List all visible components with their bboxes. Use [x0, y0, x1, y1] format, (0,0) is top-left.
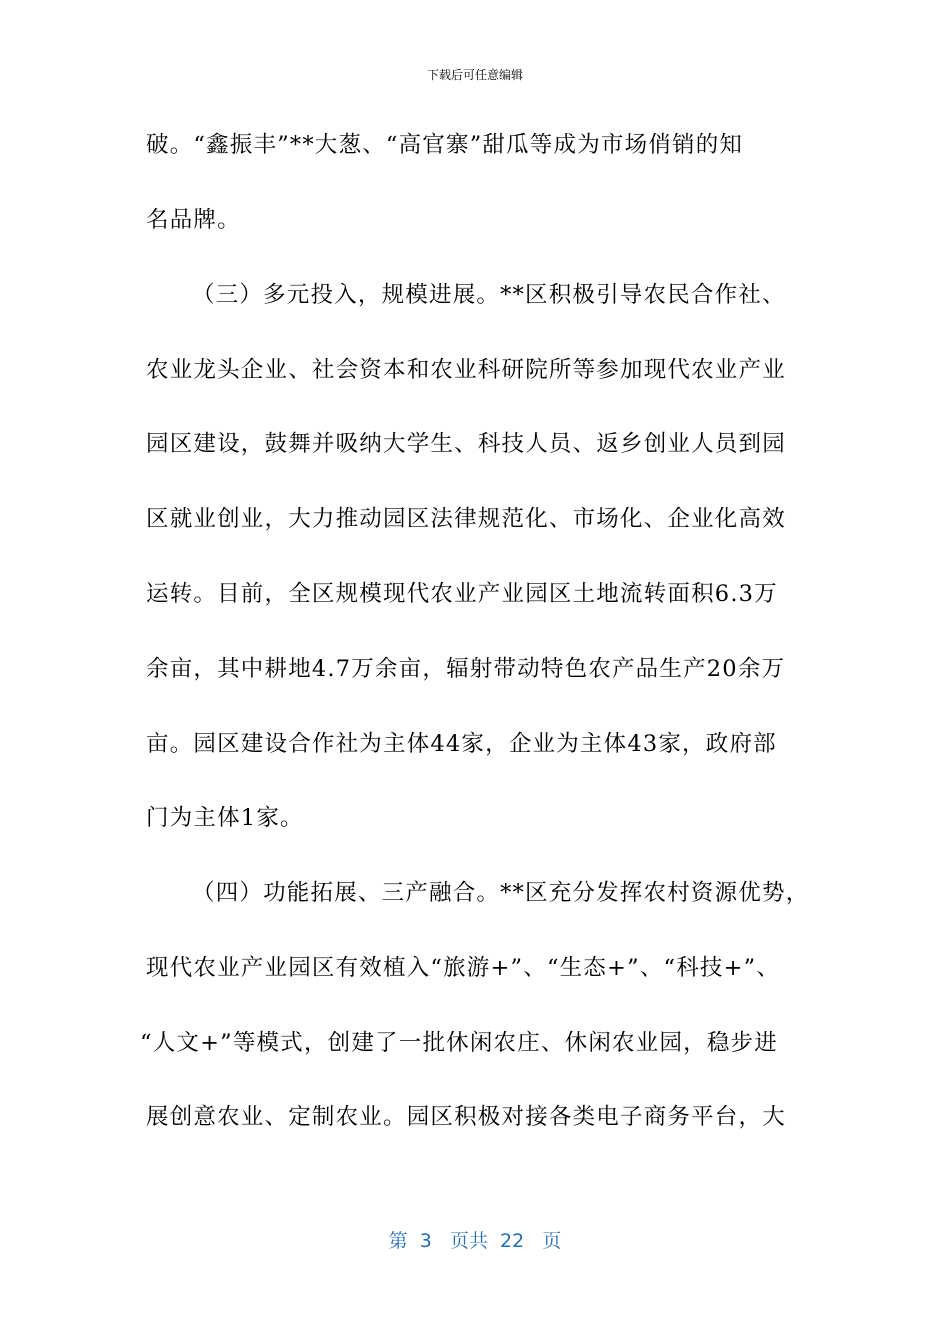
page-footer	[0, 1226, 950, 1253]
footer-middle: 页共	[449, 1230, 488, 1252]
footer-suffix: 页	[542, 1230, 562, 1252]
page-header: 下载后可任意编辑	[426, 68, 523, 82]
body-line: 展创意农业、定制农业。园区积极对接各类电子商务平台，大	[146, 1104, 786, 1130]
body-line: 农业龙头企业、社会资本和农业科研院所等参加现代农业产业	[146, 357, 786, 383]
body-line: 区就业创业，大力推动园区法律规范化、市场化、企业化高效	[146, 506, 786, 532]
body-line: 门为主体1家。	[146, 805, 304, 831]
body-line: “人文+”等模式，创建了一批休闲农庄、休闲农业园，稳步进	[140, 1030, 778, 1056]
body-line: 园区建设，鼓舞并吸纳大学生、科技人员、返乡创业人员到园	[146, 431, 786, 457]
paragraph-heading-4: （四）功能拓展、三产融合。**区充分发挥农村资源优势，	[192, 880, 810, 906]
body-line: 名品牌。	[146, 207, 241, 233]
body-line: 亩。园区建设合作社为主体44家，企业为主体43家，政府部	[146, 731, 777, 757]
footer-prefix: 第	[388, 1230, 408, 1252]
body-line: 余亩，其中耕地4.7万余亩，辐射带动特色农产品生产20余万	[146, 656, 786, 682]
body-line: 现代农业产业园区有效植入“旅游+”、“生态+”、“科技+”、	[146, 955, 781, 981]
paragraph-heading-3: （三）多元投入，规模进展。**区积极引导农民合作社、	[192, 282, 786, 308]
body-line: 运转。目前，全区规模现代农业产业园区土地流转面积6.3万	[146, 581, 778, 607]
current-page-number: 3	[419, 1230, 432, 1252]
total-page-count: 22	[500, 1230, 525, 1252]
body-line: 破。“鑫振丰”**大葱、“高官寨”甜瓜等成为市场俏销的知	[146, 132, 744, 158]
